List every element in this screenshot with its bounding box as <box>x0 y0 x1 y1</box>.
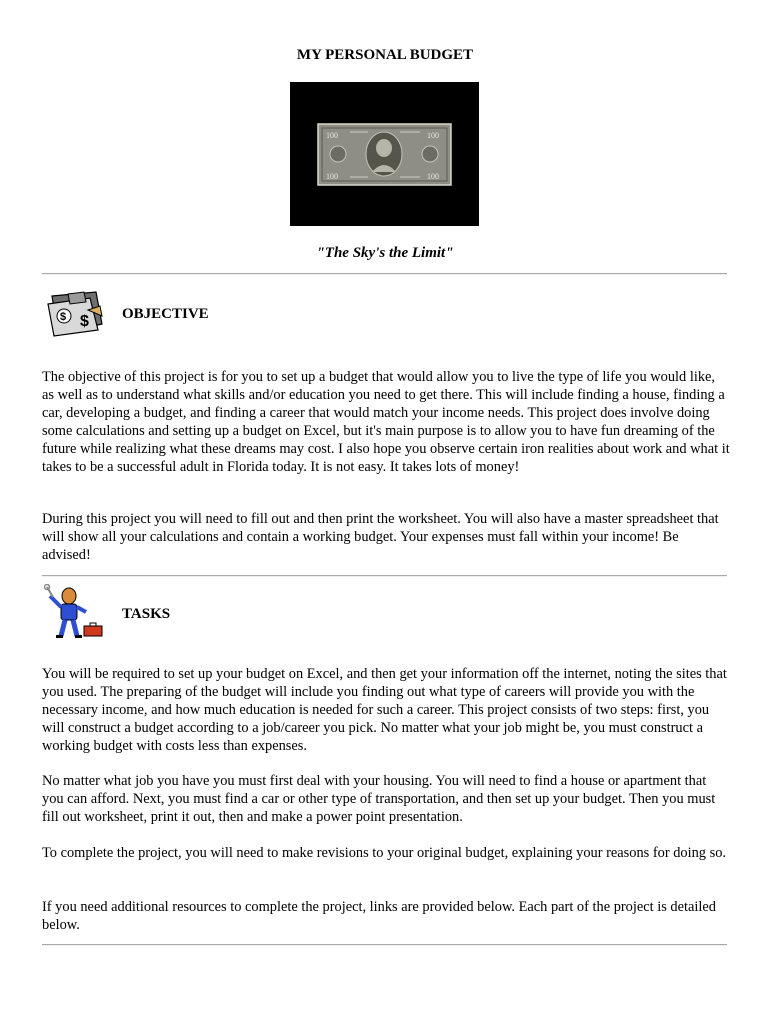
tasks-paragraph-4: If you need additional resources to complete the project, links are provided below. Each part of the project is detailed below. <box>42 899 716 933</box>
worker-with-wrench-icon <box>44 584 106 645</box>
objective-paragraph-1: The objective of this project is for you to set up a budget that would allow you to live the type of life you would like, as well as to understand what skills and/or education you need to get there. This will include finding a house, finding a car, developing a budget, and finding a career that would match your income needs. This project does involve doing some calculations and setting up a budget on Excel, but it's main purpose is to allow you to have fun dreaming of the future while realizing what these dreams may cost. I also hope you observe certain iron realities about work and what it takes to be a successful adult in Florida today. It is not easy. It takes lots of money! <box>42 369 730 475</box>
money-icon <box>44 290 106 343</box>
hundred-dollar-bill-image <box>290 82 479 226</box>
svg-text:100: 100 <box>427 172 439 181</box>
svg-text:100: 100 <box>326 172 338 181</box>
objective-paragraph-2: During this project you will need to fill out and then print the worksheet. You will also have a master spreadsheet that will show all your calculations and contain a working budget. Your expenses must fall within your income! Be advised! <box>42 511 719 563</box>
tagline: "The Sky's the Limit" <box>316 245 454 261</box>
dollar-bill-icon <box>290 82 479 226</box>
tasks-paragraph-3: To complete the project, you will need to make revisions to your original budget, explaining your reasons for doing so. <box>42 845 726 861</box>
tasks-heading: TASKS <box>122 606 171 622</box>
svg-text:100: 100 <box>427 131 439 140</box>
svg-text:100: 100 <box>326 131 338 140</box>
svg-text:$: $ <box>60 311 67 323</box>
tasks-paragraph-1: You will be required to set up your budget on Excel, and then get your information off the internet, noting the sites that you used. The preparing of the budget will include you finding out what type of careers will provide you with the necessary income, and how much education is needed for such a career. This project consists of two steps: first, you will construct a budget according to a job/career you pick. No matter what your job might be, you must construct a working budget with costs less than expenses. <box>42 666 727 754</box>
tasks-paragraph-2: No matter what job you have you must first deal with your housing. You will need to find a house or apartment that you can afford. Next, you must find a car or other type of transportation, and then set up your budget. Then you must fill out worksheet, print it out, then and make a power point presentation. <box>42 773 716 825</box>
svg-text:$: $ <box>80 313 89 330</box>
divider <box>42 944 727 946</box>
divider <box>42 575 727 577</box>
divider <box>42 273 727 275</box>
page-title: MY PERSONAL BUDGET <box>296 47 474 63</box>
objective-heading: OBJECTIVE <box>122 306 209 322</box>
